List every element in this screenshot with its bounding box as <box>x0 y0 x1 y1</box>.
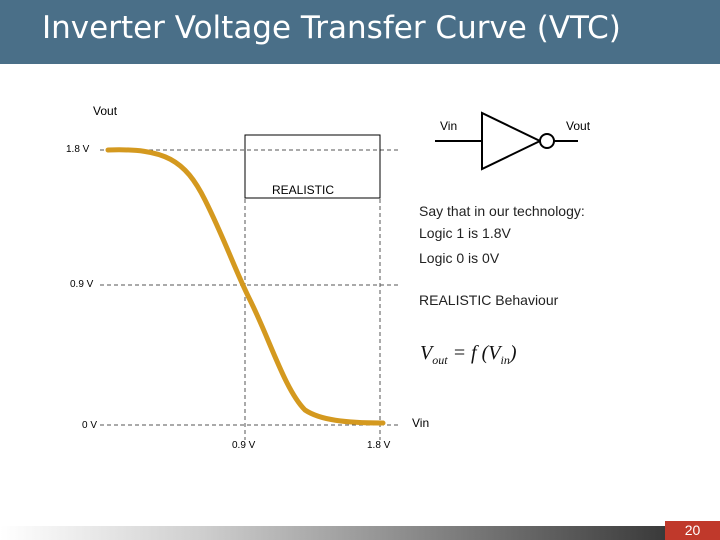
footer-bar <box>0 526 665 540</box>
y-tick-0v9: 0.9 V <box>70 279 94 290</box>
x-tick-1v8: 1.8 V <box>367 440 391 451</box>
inverter-bubble <box>540 134 554 148</box>
page-number: 20 <box>665 521 720 540</box>
note-logic0: Logic 0 is 0V <box>419 250 500 266</box>
note-logic1: Logic 1 is 1.8V <box>419 225 511 241</box>
x-tick-0v9: 0.9 V <box>232 440 256 451</box>
inverter-output-label: Vout <box>566 119 591 133</box>
note-technology: Say that in our technology: <box>419 203 585 219</box>
y-tick-0v: 0 V <box>82 420 98 431</box>
y-axis-label: Vout <box>93 104 118 118</box>
y-tick-1v8: 1.8 V <box>66 144 90 155</box>
inverter-input-label: Vin <box>440 119 458 133</box>
transfer-formula: $V_{out} = f$ $(V_{in})$ <box>420 342 517 367</box>
x-axis-label: Vin <box>412 416 430 430</box>
note-behaviour: REALISTIC Behaviour <box>419 292 559 308</box>
slide-title: Inverter Voltage Transfer Curve (VTC) <box>42 10 621 46</box>
inverter-triangle <box>482 113 540 169</box>
realistic-label: REALISTIC <box>272 183 335 197</box>
